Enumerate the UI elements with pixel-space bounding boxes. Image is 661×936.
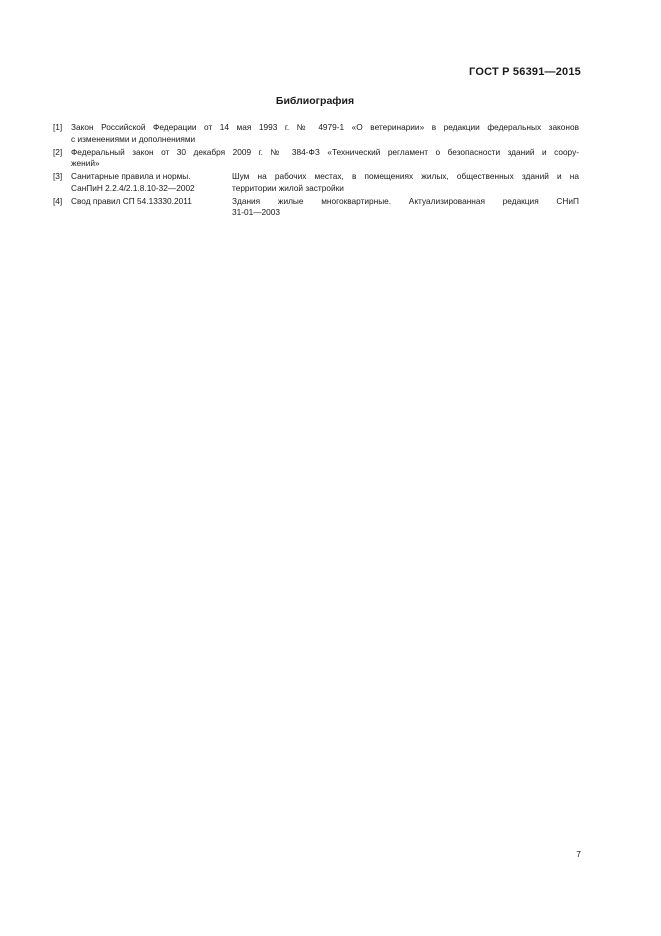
entry-text [71,122,579,145]
page-number: 7 [576,849,581,859]
document-code: ГОСТ Р 56391—2015 [469,66,581,78]
bibliography-entry [53,196,579,219]
entry-line: Санитарные правила и нормы. [71,171,191,181]
entry-description [232,196,579,219]
entry-line: Шум на рабочих местах, в помещениях жилых, общественных зданий и на [232,171,579,181]
entry-number: [4] [53,195,63,206]
entry-number: [3] [53,171,63,181]
entry-line: Федеральный закон от 30 декабря 2009 г. № 384-ФЗ «Технический регламент о безопасности зданий и соору- [71,146,579,157]
entry-line: территории жилой застройки [232,182,344,193]
entry-number: [2] [53,146,63,157]
entry-description [232,171,579,194]
section-title: Библиография [275,95,355,107]
entry-designation [71,196,232,219]
entry-number: [1] [53,122,63,132]
entry-line: 31-01—2003 [232,207,280,217]
bibliography-list [53,122,579,220]
bibliography-entry [53,171,579,194]
entry-line: с изменениями и дополнениями [71,133,196,144]
bibliography-entry [53,122,579,145]
entry-line: Закон Российской Федерации от 14 мая 1993 г. № 4979-1 «О ветеринарии» в редакции федеральных законов [71,122,579,132]
entry-designation [71,171,232,194]
entry-line: Свод правил СП 54.13330.2011 [71,195,192,206]
entry-text [71,147,579,170]
entry-line: Здания жилые многоквартирные. Актуализированная редакция СНиП [232,195,579,206]
entry-line: жений» [71,158,100,168]
entry-line: СанПиН 2.2.4/2.1.8.10-32—2002 [71,182,195,193]
bibliography-entry [53,147,579,170]
